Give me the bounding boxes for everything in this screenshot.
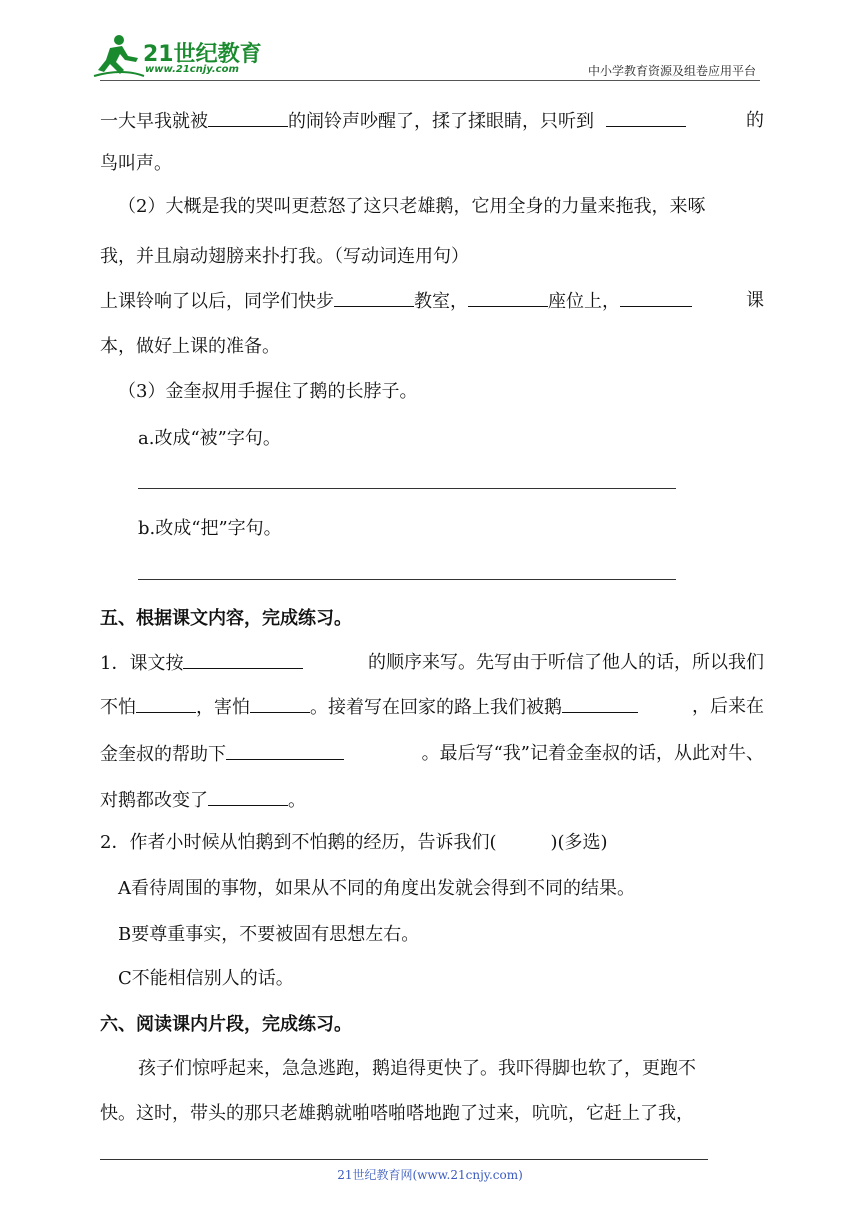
q2-line-3 — [100, 288, 764, 315]
section-5-title: 五、根据课文内容，完成练习。 — [100, 608, 352, 629]
s5-text: ，害怕 — [196, 697, 250, 718]
blank[interactable] — [208, 108, 288, 127]
blank[interactable] — [226, 741, 344, 760]
footer-divider — [100, 1159, 708, 1160]
answer-line-b[interactable] — [138, 579, 676, 580]
q1-text-a: 一大早我就被 — [100, 111, 208, 132]
q2-text-a: 上课铃响了以后，同学们快步 — [100, 291, 334, 312]
s5-text: 。 — [288, 790, 306, 811]
s5-text: 。接着写在回家的路上我们被鹅 — [310, 697, 562, 718]
s5-item1-line-3 — [100, 741, 764, 768]
answer-line-a[interactable] — [138, 488, 676, 489]
q3-a-label: a.改成“被”字句。 — [138, 428, 281, 449]
blank[interactable] — [250, 694, 310, 713]
s5-text: 金奎叔的帮助下 — [100, 744, 226, 765]
s5-text: 对鹅都改变了 — [100, 790, 208, 811]
blank[interactable] — [208, 787, 288, 806]
s5-item1-line-4 — [100, 787, 764, 814]
blank[interactable] — [136, 694, 196, 713]
q1-text-c: 的 — [746, 110, 764, 131]
q1-text-b: 的闹铃声吵醒了，揉了揉眼睛，只听到 — [288, 111, 594, 132]
q2-line-2: 我，并且扇动翅膀来扑打我。（写动词连用句） — [100, 246, 469, 267]
s5-text: 的顺序来写。先写由于听信了他人的话，所以我们 — [368, 652, 764, 673]
s5-text: 不怕 — [100, 697, 136, 718]
option-a: A看待周围的事物，如果从不同的角度出发就会得到不同的结果。 — [118, 878, 635, 899]
s5-item2: 2．作者小时候从怕鹅到不怕鹅的经历，告诉我们( )(多选) — [100, 832, 608, 853]
q1-line-2: 鸟叫声。 — [100, 153, 172, 174]
blank[interactable] — [183, 650, 303, 669]
s5-text: 。最后写“我”记着金奎叔的话，从此对牛、 — [421, 743, 764, 764]
header-divider — [100, 80, 760, 81]
q2-line-4: 本，做好上课的准备。 — [100, 336, 280, 357]
header-platform-text: 中小学教育资源及组卷应用平台 — [587, 64, 756, 78]
q3-line-1: （3）金奎叔用手握住了鹅的长脖子。 — [118, 381, 418, 402]
q2-line-1: （2）大概是我的哭叫更惹怒了这只老雄鹅，它用全身的力量来拖我，来啄 — [118, 196, 706, 217]
s5-text: ，后来在 — [692, 696, 764, 717]
s5-item1-line-2 — [100, 694, 764, 721]
section-6-title: 六、阅读课内片段，完成练习。 — [100, 1014, 352, 1035]
q2-text-d: 课 — [746, 290, 764, 311]
passage-line-2: 快。这时，带头的那只老雄鹅就啪嗒啪嗒地跑了过来，吭吭，它赶上了我， — [100, 1103, 694, 1124]
q1-line-1 — [100, 108, 764, 135]
passage-line-1: 孩子们惊呼起来，急急逃跑，鹅追得更快了。我吓得脚也软了，更跑不 — [138, 1058, 696, 1079]
s5-item1-line-1 — [100, 650, 764, 677]
blank[interactable] — [606, 108, 686, 127]
q2-text-c: 座位上， — [548, 291, 620, 312]
s5-text: 1．课文按 — [100, 653, 184, 674]
option-b: B要尊重事实，不要被固有思想左右。 — [118, 924, 420, 945]
q2-text-b: 教室， — [414, 291, 468, 312]
blank[interactable] — [468, 288, 548, 307]
blank[interactable] — [620, 288, 692, 307]
blank[interactable] — [334, 288, 414, 307]
blank[interactable] — [562, 694, 638, 713]
logo-url: www.21cnjy.com — [145, 64, 239, 75]
option-c: C不能相信别人的话。 — [118, 968, 294, 989]
q3-b-label: b.改成“把”字句。 — [138, 518, 282, 539]
logo-text: 21世纪教育 — [143, 42, 262, 67]
footer-text: 21世纪教育网(www.21cnjy.com) — [337, 1168, 523, 1182]
